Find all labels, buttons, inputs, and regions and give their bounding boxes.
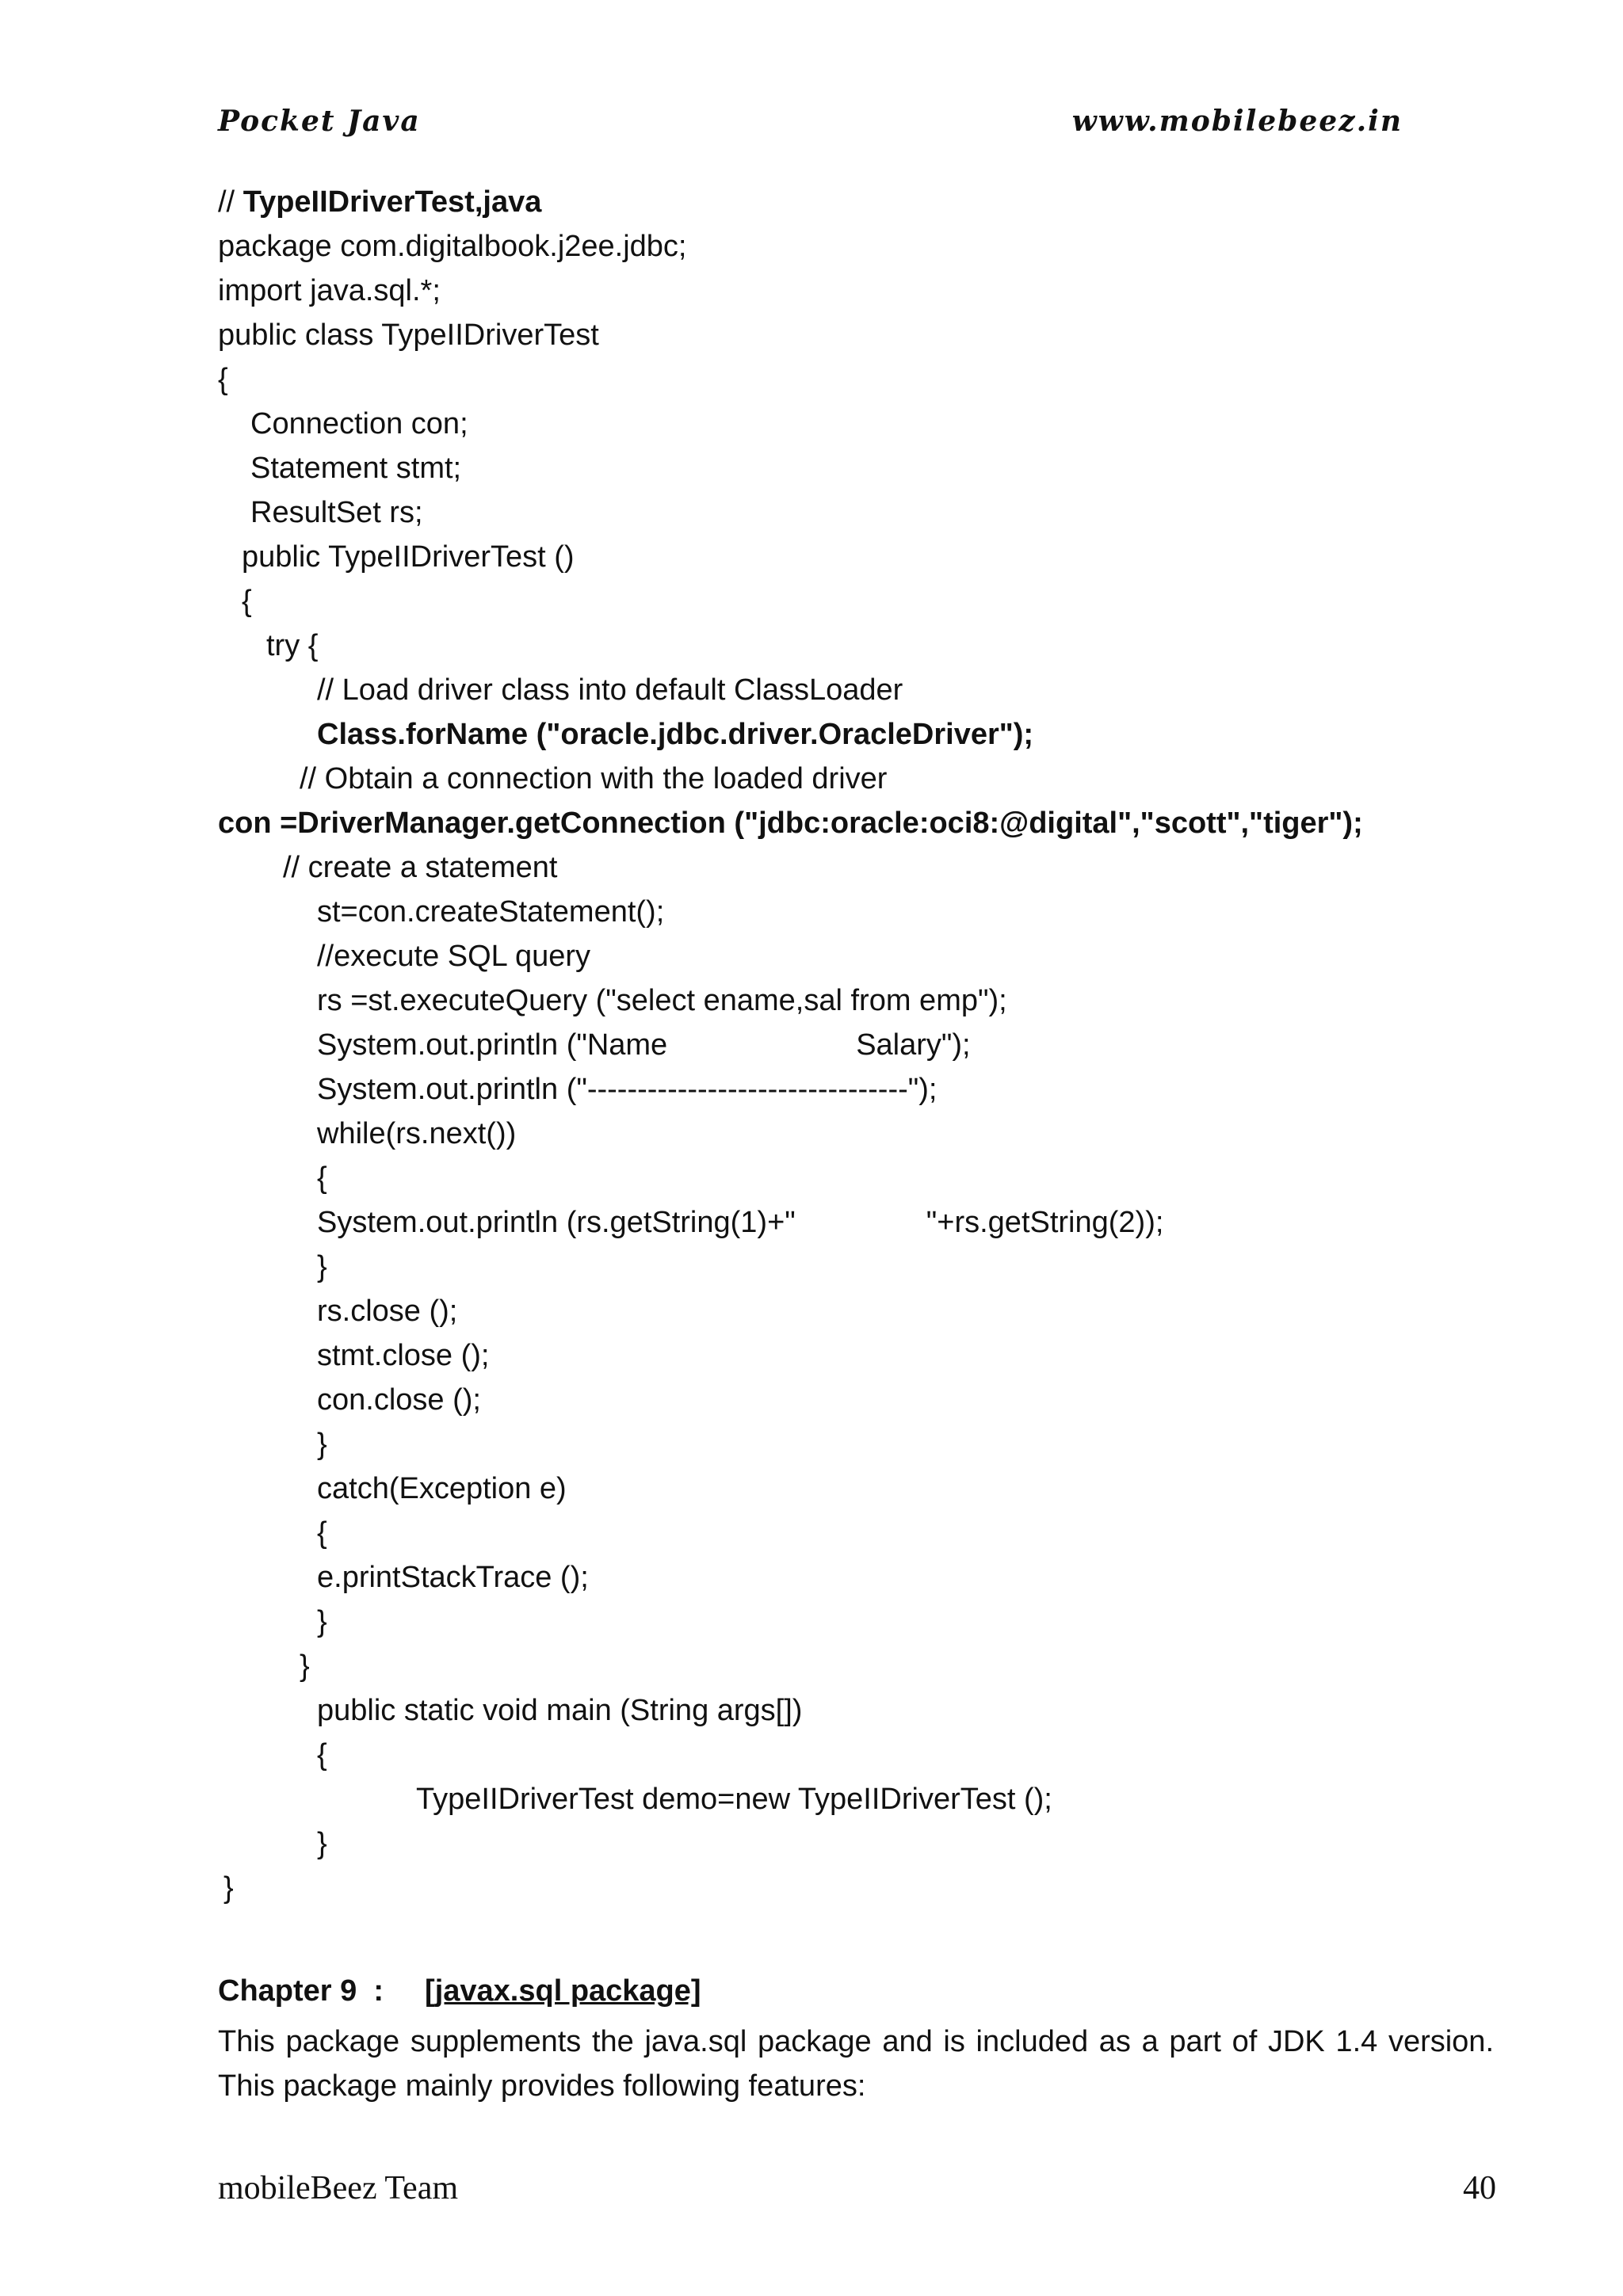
header-website: www.mobilebeez.in <box>1071 105 1403 138</box>
code-line: package com.digitalbook.j2ee.jdbc; <box>218 230 687 263</box>
code-line: } <box>223 1871 234 1905</box>
code-line: { <box>317 1516 327 1550</box>
code-line: } <box>317 1605 327 1638</box>
chapter-label: Chapter 9 : <box>218 1974 384 2008</box>
code-line: import java.sql.*; <box>218 274 441 307</box>
code-line: { <box>242 585 252 618</box>
code-line: // Obtain a connection with the loaded driver <box>300 762 888 795</box>
code-line: Connection con; <box>250 407 468 441</box>
code-segment: "+rs.getString(2)); <box>926 1206 1164 1239</box>
code-line: rs =st.executeQuery ("select ename,sal from emp"); <box>317 984 1007 1017</box>
code-line: } <box>317 1428 327 1461</box>
code-line: public TypeIIDriverTest () <box>242 540 575 574</box>
chapter-title-link[interactable]: [javax.sql package] <box>425 1974 701 2008</box>
code-line: st=con.createStatement(); <box>317 895 665 929</box>
code-segment: System.out.println ("Name <box>317 1028 668 1062</box>
chapter-heading <box>218 1974 701 2008</box>
header-title: Pocket Java <box>218 105 421 138</box>
code-line: { <box>218 363 228 396</box>
code-line: //execute SQL query <box>317 940 591 973</box>
code-line: while(rs.next()) <box>317 1117 517 1150</box>
code-line: // Load driver class into default ClassLoader <box>317 673 903 707</box>
body-paragraph: This package supplements the java.sql package and is included as a part of JDK 1.4 version. This package mainly provides following features: <box>218 2025 1494 2103</box>
code-line: stmt.close (); <box>317 1339 490 1372</box>
code-line: { <box>317 1161 327 1195</box>
code-line: } <box>317 1250 327 1283</box>
comment-prefix: // <box>218 185 243 219</box>
page-number: 40 <box>1463 2170 1496 2206</box>
code-line: } <box>300 1650 310 1683</box>
code-line: con.close (); <box>317 1383 481 1417</box>
code-line: } <box>317 1827 327 1860</box>
code-line <box>317 1025 971 1065</box>
footer-team: mobileBeez Team <box>218 2170 459 2206</box>
code-line: e.printStackTrace (); <box>317 1561 589 1594</box>
code-line-filename <box>218 182 541 222</box>
code-line: TypeIIDriverTest demo=new TypeIIDriverTest (); <box>416 1783 1052 1816</box>
code-line: Class.forName ("oracle.jdbc.driver.OracleDriver"); <box>317 718 1034 751</box>
code-line: rs.close (); <box>317 1295 458 1328</box>
code-line: public class TypeIIDriverTest <box>218 318 599 352</box>
code-segment: System.out.println (rs.getString(1)+" <box>317 1206 796 1239</box>
code-line: System.out.println ("--------------------------------"); <box>317 1073 938 1106</box>
code-line: ResultSet rs; <box>250 496 423 529</box>
code-line: // create a statement <box>283 851 558 884</box>
code-filename: TypeIIDriverTest,java <box>242 185 542 219</box>
code-line: con =DriverManager.getConnection ("jdbc:oracle:oci8:@digital","scott","tiger"); <box>218 807 1363 840</box>
code-line <box>317 1203 1163 1242</box>
code-line: public static void main (String args[]) <box>317 1694 803 1727</box>
code-line: catch(Exception e) <box>317 1472 567 1505</box>
code-line: Statement stmt; <box>250 452 462 485</box>
code-line: try { <box>266 629 319 662</box>
code-segment: Salary"); <box>856 1028 971 1062</box>
code-line: { <box>317 1738 327 1772</box>
